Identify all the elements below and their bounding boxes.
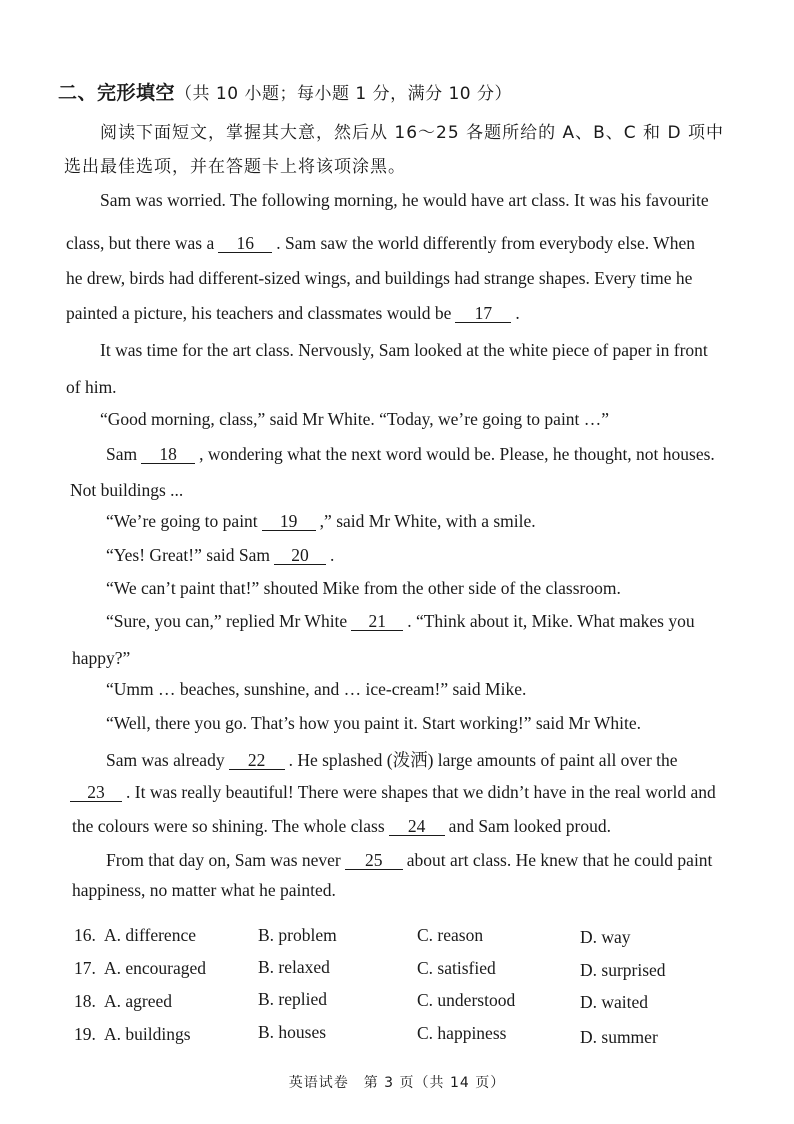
option-b[interactable]: B. relaxed bbox=[258, 957, 330, 977]
option-b[interactable]: B. replied bbox=[258, 989, 328, 1009]
blank-21: 21 bbox=[351, 612, 403, 631]
option-a[interactable]: A. difference bbox=[104, 925, 196, 945]
blank-22: 22 bbox=[229, 751, 285, 770]
blank-25: 25 bbox=[345, 851, 403, 870]
passage-line: painted a picture, his teachers and classmates would be 17 . bbox=[66, 303, 520, 323]
blank-24: 24 bbox=[389, 817, 445, 836]
passage-line: class, but there was a 16 . Sam saw the world differently from everybody else. When bbox=[66, 233, 695, 253]
blank-23: 23 bbox=[70, 783, 122, 802]
option-c[interactable]: C. satisfied bbox=[417, 958, 496, 978]
option-d[interactable]: D. way bbox=[580, 927, 631, 947]
blank-20: 20 bbox=[274, 546, 326, 565]
passage-line: “Yes! Great!” said Sam 20 . bbox=[106, 545, 335, 565]
option-c[interactable]: C. reason bbox=[417, 925, 484, 945]
blank-19: 19 bbox=[262, 512, 316, 531]
option-d[interactable]: D. waited bbox=[580, 992, 649, 1012]
option-a[interactable]: A. buildings bbox=[104, 1024, 191, 1044]
blank-18: 18 bbox=[141, 445, 195, 464]
passage-line: Sam was worried. The following morning, he would have art class. It was his favourite bbox=[100, 190, 709, 210]
passage-line: of him. bbox=[66, 377, 117, 397]
passage-line: From that day on, Sam was never 25 about art class. He knew that he could paint bbox=[106, 850, 713, 870]
option-b[interactable]: B. problem bbox=[258, 925, 337, 945]
section-title: 二、完形填空 bbox=[58, 82, 176, 104]
section-note: （共 10 小题；每小题 1 分，满分 10 分） bbox=[175, 84, 513, 104]
question-number: 17. bbox=[74, 958, 96, 978]
passage-line: “Umm … beaches, sunshine, and … ice-cream!” said Mike. bbox=[106, 679, 527, 699]
option-a[interactable]: A. agreed bbox=[104, 991, 173, 1011]
passage-line: Sam was already 22 . He splashed (泼洒) large amounts of paint all over the bbox=[106, 750, 678, 770]
passage-line: Not buildings ... bbox=[70, 480, 184, 500]
blank-17: 17 bbox=[455, 304, 511, 323]
passage-line: 23 . It was really beautiful! There were shapes that we didn’t have in the real world and bbox=[70, 782, 716, 803]
passage-line: he drew, birds had different-sized wings, and buildings had strange shapes. Every time he bbox=[66, 268, 693, 288]
instruction-text: 阅读下面短文，掌握其大意，然后从 16～25 各题所给的 A、B、C 和 D 项中选出最佳选项，并在答题卡上将该项涂黑。 bbox=[64, 123, 724, 177]
blank-16: 16 bbox=[218, 234, 272, 253]
option-c[interactable]: C. understood bbox=[417, 990, 516, 1010]
option-a[interactable]: A. encouraged bbox=[104, 958, 207, 978]
passage-line: the colours were so shining. The whole class 24 and Sam looked proud. bbox=[72, 816, 612, 836]
passage-line: Sam 18 , wondering what the next word would be. Please, he thought, not houses. bbox=[106, 444, 715, 464]
option-b[interactable]: B. houses bbox=[258, 1022, 327, 1042]
page-footer: 英语试卷 第 3 页（共 14 页） bbox=[288, 1075, 506, 1091]
question-number: 16. bbox=[74, 925, 96, 945]
section-heading bbox=[58, 78, 512, 105]
passage-line: “Well, there you go. That’s how you paint it. Start working!” said Mr White. bbox=[106, 713, 641, 733]
option-d[interactable]: D. surprised bbox=[580, 960, 666, 980]
question-number: 19. bbox=[74, 1024, 96, 1044]
passage-line: happy?” bbox=[72, 648, 131, 668]
passage-line: It was time for the art class. Nervously, Sam looked at the white piece of paper in front bbox=[100, 340, 708, 360]
passage-line: “Good morning, class,” said Mr White. “Today, we’re going to paint …” bbox=[100, 409, 610, 429]
option-c[interactable]: C. happiness bbox=[417, 1023, 507, 1043]
passage-line: “We’re going to paint 19 ,” said Mr White, with a smile. bbox=[106, 511, 536, 531]
passage-line: “Sure, you can,” replied Mr White 21 . “Think about it, Mike. What makes you bbox=[106, 611, 695, 631]
question-number: 18. bbox=[74, 991, 96, 1011]
passage-line: happiness, no matter what he painted. bbox=[72, 880, 336, 900]
passage-line: “We can’t paint that!” shouted Mike from the other side of the classroom. bbox=[106, 578, 621, 598]
option-d[interactable]: D. summer bbox=[580, 1027, 658, 1047]
